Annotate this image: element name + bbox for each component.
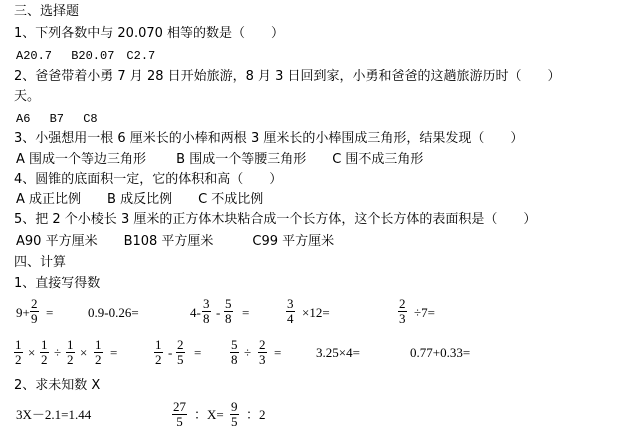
expr-6-fraction-4: $\frac{1}{2}$: [95, 337, 102, 367]
expr-1-equals: =: [46, 305, 54, 320]
question-5: 5、把 2 个小棱长 3 厘米的正方体木块粘合成一个长方体，这个长方体的表面积是（ ）: [14, 212, 537, 227]
expr-5-rest: ÷7=: [414, 305, 435, 320]
question-2-options: A6 B7 C8: [16, 112, 98, 126]
expr-5-fraction: $\frac{2}{3}$: [399, 296, 406, 326]
expr-8-equals: =: [274, 345, 282, 360]
subheading-unknown: 2、求未知数 X: [14, 378, 101, 393]
section-heading-choice: 三、选择题: [14, 4, 80, 19]
expr-9: 3.25×4=: [316, 345, 360, 360]
equation-2-mid: ：X=: [194, 407, 224, 422]
expr-2: 0.9-0.26=: [88, 305, 139, 320]
expr-6-op-3: ×: [80, 345, 88, 360]
expr-6-op-1: ×: [28, 345, 36, 360]
expr-3-op: -: [216, 305, 221, 320]
equation-2-fraction-1: $\frac{27}{5}$: [173, 399, 186, 429]
question-3: 3、小强想用一根 6 厘米长的小棒和两根 3 厘米长的小棒围成三角形，结果发现（ ）: [14, 131, 524, 146]
expr-4-fraction: $\frac{3}{4}$: [287, 296, 294, 326]
expr-8-op: ÷: [244, 345, 252, 360]
expr-10: 0.77+0.33=: [410, 345, 471, 360]
question-2-cont: 天。: [14, 89, 41, 104]
question-1: 1、下列各数中与 20.070 相等的数是（ ）: [14, 26, 285, 41]
question-5-options: A90 平方厘米 B108 平方厘米 C99 平方厘米: [16, 234, 335, 249]
expr-3-whole: 4-: [190, 305, 201, 320]
equation-2-fraction-2: $\frac{9}{5}$: [231, 399, 238, 429]
subheading-direct: 1、直接写得数: [14, 276, 101, 291]
expr-6-fraction-2: $\frac{1}{2}$: [41, 337, 48, 367]
question-2: 2、爸爸带着小勇 7 月 28 日开始旅游，8 月 3 日回到家，小勇和爸爸的这趟旅游历时（ ）: [14, 69, 561, 84]
expr-3-fraction-2: $\frac{5}{8}$: [225, 296, 232, 326]
equation-2-end: ：2: [246, 407, 266, 422]
section-heading-calc: 四、计算: [14, 255, 67, 270]
expr-6-equals: =: [110, 345, 118, 360]
expr-6-op-2: ÷: [54, 345, 62, 360]
equation-1: 3X－2.1=1.44: [16, 407, 92, 422]
question-3-options: A 围成一个等边三角形 B 围成一个等腰三角形 C 围不成三角形: [16, 152, 424, 167]
expr-4-rest: ×12=: [302, 305, 330, 320]
expr-7-op: -: [168, 345, 173, 360]
expr-3-fraction-1: $\frac{3}{8}$: [203, 296, 210, 326]
expr-1-fraction: $\frac{2}{9}$: [31, 296, 38, 326]
expr-1-whole: 9+: [16, 305, 30, 320]
expr-7-equals: =: [194, 345, 202, 360]
question-1-options: A20.7 B20.07 C2.7: [16, 49, 156, 63]
expr-8-fraction-2: $\frac{2}{3}$: [259, 337, 266, 367]
question-4-options: A 成正比例 B 成反比例 C 不成比例: [16, 192, 264, 207]
expr-3-equals: =: [242, 305, 250, 320]
expr-6-fraction-3: $\frac{1}{2}$: [67, 337, 74, 367]
expr-7-fraction-2: $\frac{2}{5}$: [177, 337, 184, 367]
question-4: 4、圆锥的底面积一定，它的体积和高（ ）: [14, 172, 283, 187]
expr-8-fraction-1: $\frac{5}{8}$: [231, 337, 238, 367]
expr-7-fraction-1: $\frac{1}{2}$: [155, 337, 162, 367]
expr-6-fraction-1: $\frac{1}{2}$: [15, 337, 22, 367]
